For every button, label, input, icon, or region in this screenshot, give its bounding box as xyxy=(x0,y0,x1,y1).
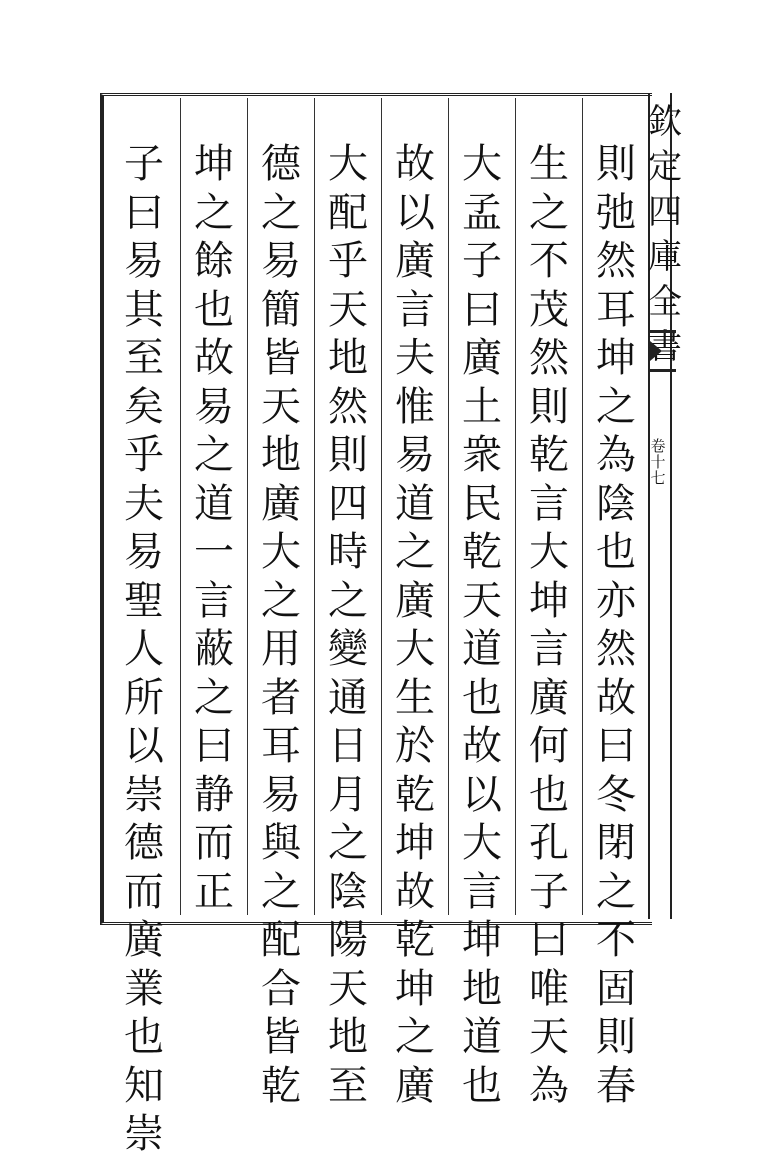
character: 亦 xyxy=(596,577,636,624)
character: 者 xyxy=(261,674,301,721)
character: 全 xyxy=(648,282,682,322)
character: 則 xyxy=(596,141,636,187)
character: 皆 xyxy=(261,1014,301,1060)
character: 惟 xyxy=(395,383,435,430)
character: 德 xyxy=(124,820,164,866)
character: 大 xyxy=(328,141,368,187)
character: 合 xyxy=(261,965,301,1012)
character: 不 xyxy=(596,917,636,963)
character: 大 xyxy=(395,626,435,672)
character: 人 xyxy=(124,626,164,672)
character: 地 xyxy=(328,1014,368,1060)
character: 夫 xyxy=(395,335,435,381)
character: 生 xyxy=(529,141,569,187)
character: 故 xyxy=(462,723,502,769)
character: 則 xyxy=(596,1014,636,1060)
character: 所 xyxy=(124,674,164,721)
character: 閉 xyxy=(596,820,636,866)
character: 乎 xyxy=(328,238,368,284)
character: 崇 xyxy=(124,771,164,818)
character: 静 xyxy=(194,771,234,818)
character: 聖 xyxy=(124,577,164,624)
volume-label xyxy=(648,438,668,486)
character: 然 xyxy=(529,335,569,381)
character: 乾 xyxy=(529,432,569,478)
character: 唯 xyxy=(529,965,569,1012)
character: 皆 xyxy=(261,335,301,381)
character: 變 xyxy=(328,626,368,672)
character: 廣 xyxy=(395,238,435,284)
character: 崇 xyxy=(124,1111,164,1157)
text-column-5 xyxy=(318,140,378,1109)
character: 曰 xyxy=(529,917,569,963)
column-rule xyxy=(582,98,583,915)
character: 民 xyxy=(462,480,502,527)
character: 乾 xyxy=(261,1062,301,1109)
character: 欽 xyxy=(648,102,682,142)
character: 而 xyxy=(194,820,234,866)
character: 言 xyxy=(194,577,234,624)
character: 故 xyxy=(596,674,636,721)
character: 天 xyxy=(328,965,368,1012)
character: 地 xyxy=(261,432,301,478)
character: 之 xyxy=(328,577,368,624)
character: 也 xyxy=(124,1014,164,1060)
character: 夫 xyxy=(124,480,164,527)
character: 易 xyxy=(124,529,164,575)
column-rule xyxy=(515,98,516,915)
character: 通 xyxy=(328,674,368,721)
character: 大 xyxy=(462,820,502,866)
character: 言 xyxy=(529,480,569,527)
character: 坤 xyxy=(395,820,435,866)
character: 十 xyxy=(650,453,666,471)
character: 然 xyxy=(596,626,636,672)
character: 地 xyxy=(328,335,368,381)
character: 春 xyxy=(596,1062,636,1109)
character: 陽 xyxy=(328,917,368,963)
character: 之 xyxy=(261,577,301,624)
character: 曰 xyxy=(462,286,502,333)
character: 之 xyxy=(194,189,234,236)
character: 一 xyxy=(194,529,234,575)
character: 之 xyxy=(194,432,234,478)
character: 也 xyxy=(596,529,636,575)
character: 然 xyxy=(328,383,368,430)
character: 也 xyxy=(462,1062,502,1109)
character: 曰 xyxy=(124,189,164,236)
character: 廣 xyxy=(124,917,164,963)
character: 乾 xyxy=(395,771,435,818)
character: 廣 xyxy=(395,1062,435,1109)
character: 言 xyxy=(395,286,435,333)
column-rule xyxy=(448,98,449,915)
column-rule xyxy=(180,98,181,915)
character: 廣 xyxy=(462,335,502,381)
character: 德 xyxy=(261,141,301,187)
character: 坤 xyxy=(194,141,234,187)
character: 子 xyxy=(124,141,164,187)
character: 其 xyxy=(124,286,164,333)
character: 配 xyxy=(261,917,301,963)
character: 曰 xyxy=(596,723,636,769)
character: 廣 xyxy=(529,674,569,721)
character: 坤 xyxy=(462,917,502,963)
character: 知 xyxy=(124,1062,164,1109)
character: 以 xyxy=(462,771,502,818)
character: 之 xyxy=(194,674,234,721)
character: 與 xyxy=(261,820,301,866)
character: 陰 xyxy=(328,868,368,915)
character: 道 xyxy=(462,1014,502,1060)
character: 天 xyxy=(261,383,301,430)
character: 何 xyxy=(529,723,569,769)
character: 配 xyxy=(328,189,368,236)
character: 為 xyxy=(596,432,636,478)
character: 大 xyxy=(462,141,502,187)
character: 故 xyxy=(194,335,234,381)
character: 孔 xyxy=(529,820,569,866)
character: 不 xyxy=(529,238,569,284)
character: 蔽 xyxy=(194,626,234,672)
character: 用 xyxy=(261,626,301,672)
character: 而 xyxy=(124,868,164,915)
character: 固 xyxy=(596,965,636,1012)
character: 坤 xyxy=(529,577,569,624)
character: 也 xyxy=(194,286,234,333)
character: 之 xyxy=(261,189,301,236)
text-column-1 xyxy=(586,140,646,1109)
character: 七 xyxy=(650,469,666,487)
text-column-7 xyxy=(184,140,244,915)
character: 以 xyxy=(395,189,435,236)
character: 之 xyxy=(596,383,636,430)
character: 之 xyxy=(395,529,435,575)
character: 坤 xyxy=(596,335,636,381)
character: 故 xyxy=(395,868,435,915)
character: 天 xyxy=(529,1014,569,1060)
character: 天 xyxy=(328,286,368,333)
fish-tail-mark xyxy=(648,330,676,372)
character: 言 xyxy=(462,868,502,915)
character: 則 xyxy=(529,383,569,430)
character: 於 xyxy=(395,723,435,769)
character: 大 xyxy=(529,529,569,575)
character: 時 xyxy=(328,529,368,575)
character: 孟 xyxy=(462,189,502,236)
character: 耳 xyxy=(596,286,636,333)
character: 四 xyxy=(648,192,682,232)
character: 之 xyxy=(395,1014,435,1060)
text-column-2 xyxy=(519,140,579,1109)
text-column-8 xyxy=(114,140,174,1157)
character: 子 xyxy=(529,868,569,915)
column-rule xyxy=(314,98,315,915)
character: 日 xyxy=(328,723,368,769)
character: 地 xyxy=(462,965,502,1012)
character: 之 xyxy=(529,189,569,236)
character: 廣 xyxy=(261,480,301,527)
character: 然 xyxy=(596,238,636,284)
character: 書 xyxy=(648,327,682,367)
character: 正 xyxy=(194,868,234,915)
text-column-4 xyxy=(385,140,445,1109)
character: 至 xyxy=(328,1062,368,1109)
character: 業 xyxy=(124,965,164,1012)
character: 道 xyxy=(395,480,435,527)
character: 易 xyxy=(124,238,164,284)
character: 天 xyxy=(462,577,502,624)
character: 乾 xyxy=(462,529,502,575)
character: 土 xyxy=(462,383,502,430)
character: 之 xyxy=(328,820,368,866)
character: 道 xyxy=(194,480,234,527)
character: 大 xyxy=(261,529,301,575)
character: 簡 xyxy=(261,286,301,333)
character: 則 xyxy=(328,432,368,478)
character: 陰 xyxy=(596,480,636,527)
character: 也 xyxy=(462,674,502,721)
character: 弛 xyxy=(596,189,636,236)
character: 之 xyxy=(596,868,636,915)
character: 生 xyxy=(395,674,435,721)
character: 之 xyxy=(261,868,301,915)
character: 冬 xyxy=(596,771,636,818)
column-rule xyxy=(247,98,248,915)
character: 子 xyxy=(462,238,502,284)
character: 易 xyxy=(261,238,301,284)
character: 庫 xyxy=(648,237,682,277)
character: 衆 xyxy=(462,432,502,478)
character: 餘 xyxy=(194,238,234,284)
character: 廣 xyxy=(395,577,435,624)
character: 道 xyxy=(462,626,502,672)
character: 四 xyxy=(328,480,368,527)
column-rule xyxy=(381,98,382,915)
character: 言 xyxy=(529,626,569,672)
character: 坤 xyxy=(395,965,435,1012)
character: 至 xyxy=(124,335,164,381)
character: 為 xyxy=(529,1062,569,1109)
character: 乾 xyxy=(395,917,435,963)
character: 易 xyxy=(194,383,234,430)
character: 易 xyxy=(395,432,435,478)
character: 茂 xyxy=(529,286,569,333)
character: 故 xyxy=(395,141,435,187)
character: 耳 xyxy=(261,723,301,769)
text-column-3 xyxy=(452,140,512,1109)
character: 曰 xyxy=(194,723,234,769)
character: 以 xyxy=(124,723,164,769)
character: 定 xyxy=(648,147,682,187)
character: 卷 xyxy=(650,437,666,455)
text-column-6 xyxy=(251,140,311,1109)
character: 月 xyxy=(328,771,368,818)
character: 矣 xyxy=(124,383,164,430)
character: 乎 xyxy=(124,432,164,478)
character: 也 xyxy=(529,771,569,818)
character: 易 xyxy=(261,771,301,818)
